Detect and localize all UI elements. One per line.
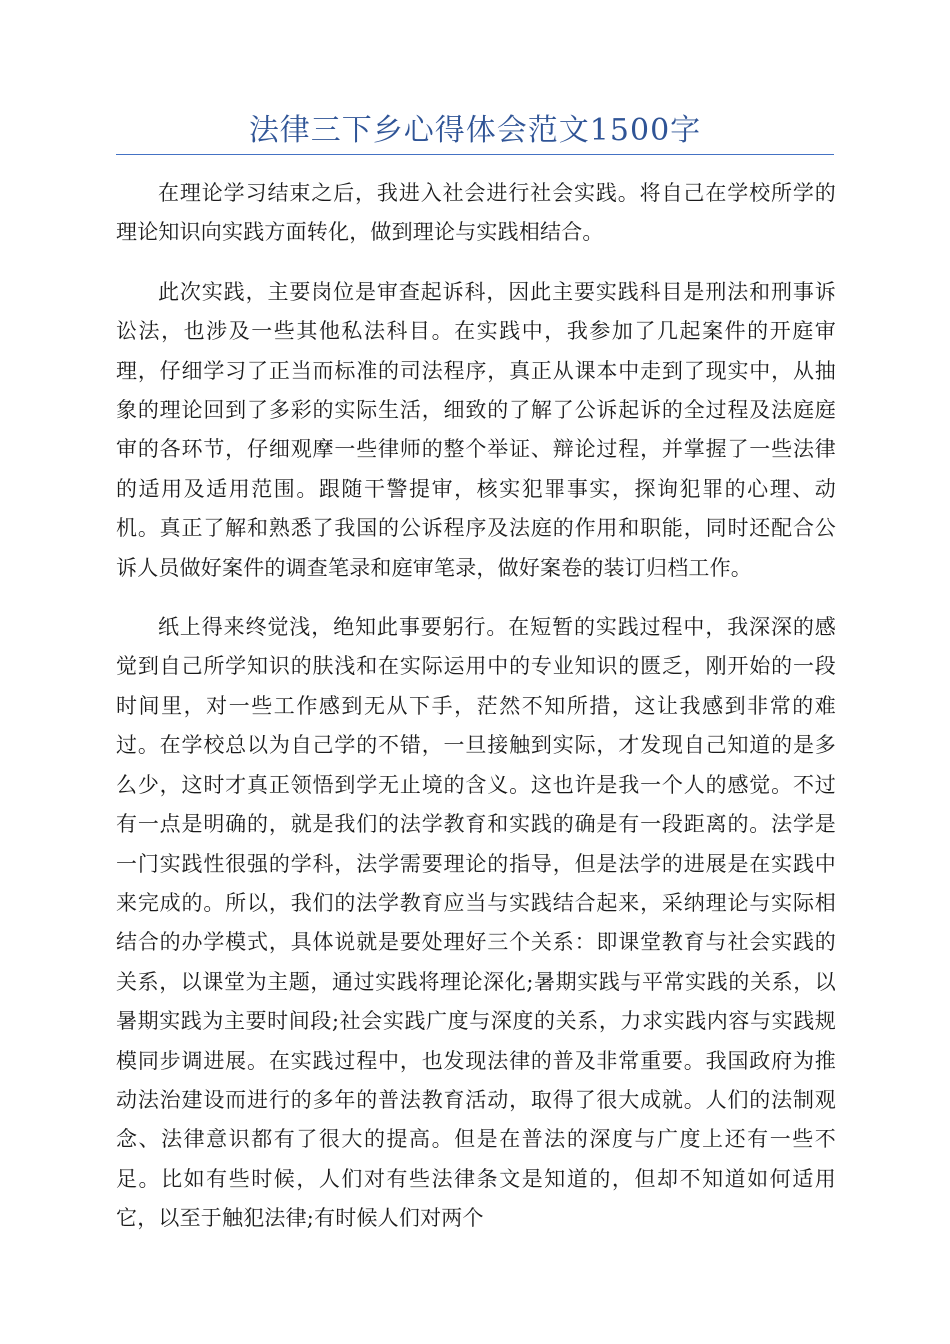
document-body bbox=[116, 174, 836, 1259]
paragraph-1: 在理论学习结束之后，我进入社会进行社会实践。将自己在学校所学的理论知识向实践方面转化，做到理论与实践相结合。 bbox=[116, 181, 836, 245]
title-underline bbox=[116, 154, 834, 155]
paragraph-3: 纸上得来终觉浅，绝知此事要躬行。在短暂的实践过程中，我深深的感觉到自己所学知识的肤浅和在实际运用中的专业知识的匮乏，刚开始的一段时间里，对一些工作感到无从下手，茫然不知所措，这让我感到非常的难过。在学校总以为自己学的不错，一旦接触到实际，才发现自己知道的是多么少，这时才真正领悟到学无止境的含义。这也许是我一个人的感觉。不过有一点是明确的，就是我们的法学教育和实践的确是有一段距离的。法学是一门实践性很强的学科，法学需要理论的指导，但是法学的进展是在实践中来完成的。所以，我们的法学教育应当与实践结合起来，采纳理论与实际相结合的办学模式，具体说就是要处理好三个关系：即课堂教育与社会实践的关系，以课堂为主题，通过实践将理论深化;暑期实践与平常实践的关系，以暑期实践为主要时间段;社会实践广度与深度的关系，力求实践内容与实践规模同步调进展。在实践过程中，也发现法律的普及非常重要。我国政府为推动法治建设而进行的多年的普法教育活动，取得了很大成就。人们的法制观念、法律意识都有了很大的提高。但是在普法的深度与广度上还有一些不足。比如有些时候，人们对有些法律条文是知道的，但却不知道如何适用它，以至于触犯法律;有时候人们对两个 bbox=[116, 615, 836, 1231]
document-title: 法律三下乡心得体会范文1500字 bbox=[248, 113, 702, 148]
paragraph-2: 此次实践，主要岗位是审查起诉科，因此主要实践科目是刑法和刑事诉讼法，也涉及一些其他私法科目。在实践中，我参加了几起案件的开庭审理，仔细学习了正当而标准的司法程序，真正从课本中走到了现实中，从抽象的理论回到了多彩的实际生活，细致的了解了公诉起诉的全过程及法庭庭审的各环节，仔细观摩一些律师的整个举证、辩论过程，并掌握了一些法律的适用及适用范围。跟随干警提审，核实犯罪事实，探询犯罪的心理、动机。真正了解和熟悉了我国的公诉程序及法庭的作用和职能，同时还配合公诉人员做好案件的调查笔录和庭审笔录，做好案卷的装订归档工作。 bbox=[116, 279, 836, 580]
